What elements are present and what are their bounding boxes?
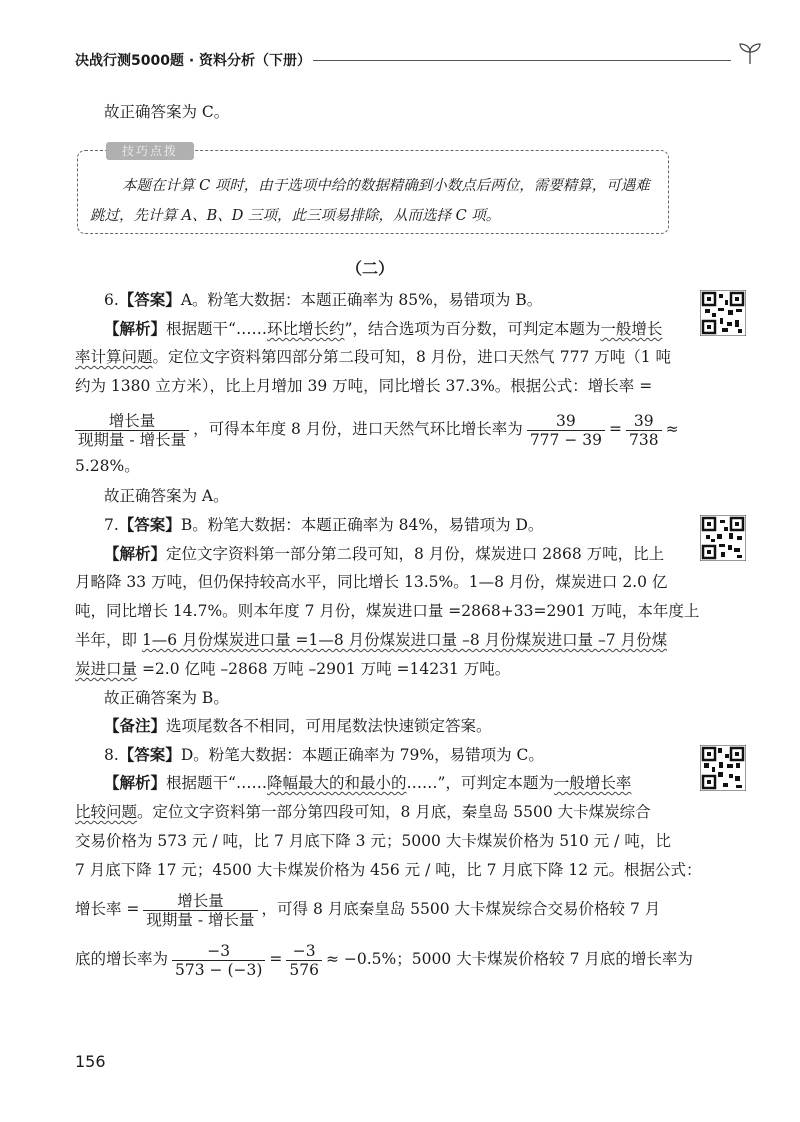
header-rule — [313, 60, 731, 61]
q6-analysis-line3: 约为 1380 立方米），比上月增加 39 万吨，同比增长 37.3%。根据公式：增长率 = — [75, 377, 653, 395]
q7-answer: 7.【答案】B。粉笔大数据：本题正确率为 84%，易错项为 D。 — [104, 515, 544, 534]
q8-analysis-line4: 7 月底下降 17 元；4500 大卡煤炭价格为 456 元 / 吨，比 7 月底下降 12 元。根据公式： — [75, 861, 702, 879]
tip-tag: 技巧点拨 — [106, 142, 194, 160]
q6-analysis-line1: 【解析】根据题干“……环比增长约”，结合选项为百分数，可判定本题为一般增长 — [104, 319, 663, 338]
q8-analysis-line1: 【解析】根据题干“……降幅最大的和最小的……”，可判定本题为一般增长率 — [104, 773, 632, 792]
page-number: 156 — [75, 1052, 106, 1071]
q8-fraction-2: $\frac{-3}{576}$ — [286, 942, 322, 979]
q7-analysis-line2: 月略降 33 万吨，但仍保持较高水平，同比增长 13.5%。1—8 月份，煤炭进口 2.0 亿 — [75, 573, 668, 591]
running-header — [75, 50, 765, 74]
qr-code-icon — [700, 745, 746, 791]
tip-box — [77, 144, 669, 234]
q7-analysis-line5: 炭进口量 =2.0 亿吨 –2868 万吨 –2901 万吨 =14231 万吨。 — [75, 660, 511, 678]
q8-analysis-line2: 比较问题。定位文字资料第一部分第四段可知，8 月底，秦皇岛 5500 大卡煤炭综合 — [75, 803, 651, 821]
book-title: 决战行测5000题 · 资料分析（下册） — [75, 53, 312, 69]
q6-conclusion: 故正确答案为 A。 — [104, 487, 229, 505]
q6-analysis-line2: 率计算问题。定位文字资料第四部分第二段可知，8 月份，进口天然气 777 万吨（1 吨 — [75, 348, 672, 366]
q8-growth-line: 底的增长率为 $\frac{-3}{573 - (-3)}$ = $\frac{-3}{576}$ ≈ −0.5%；5000 大卡煤炭价格较 7 月底的增长率为 — [75, 941, 693, 979]
q7-note: 【备注】选项尾数各不相同，可用尾数法快速锁定答案。 — [104, 716, 492, 735]
qr-code-icon — [700, 515, 746, 561]
qr-code-icon — [700, 290, 746, 336]
q8-answer: 8.【答案】D。粉笔大数据：本题正确率为 79%，易错项为 C。 — [104, 745, 544, 764]
q8-formula-line: 增长率 = $\frac{\text{增长量}}{\text{现期量 - 增长量}}$ ，可得 8 月底秦皇岛 5500 大卡煤炭综合交易价格较 7 月 — [75, 891, 661, 929]
q6-fraction-2: $\frac{39}{738}$ — [626, 412, 662, 449]
q8-formula-fraction: $\frac{\text{增长量}}{\text{现期量 - 增长量}}$ — [143, 892, 257, 929]
section-title: （二） — [345, 259, 394, 278]
q7-analysis-line1: 【解析】定位文字资料第一部分第二段可知，8 月份，煤炭进口 2868 万吨，比上 — [104, 544, 665, 563]
q8-analysis-line3: 交易价格为 573 元 / 吨，比 7 月底下降 3 元；5000 大卡煤炭价格为 510 元 / 吨，比 — [75, 832, 671, 850]
leaf-icon — [735, 42, 765, 66]
q6-formula-fraction: $\frac{\text{增长量}}{\text{现期量 - 增长量}}$ — [75, 412, 189, 449]
q8-fraction-1: $\frac{-3}{573 - (-3)}$ — [172, 942, 265, 979]
tip-text: 本题在计算 C 项时，由于选项中给的数据精确到小数点后两位，需要精算，可遇难跳过，先计算 A、B、D 三项，此三项易排除，从而选择 C 项。 — [90, 178, 650, 224]
q6-fraction-1: $\frac{39}{777 - 39}$ — [527, 412, 605, 449]
q6-result: 5.28%。 — [75, 457, 140, 475]
q7-analysis-line4: 半年，即 1—6 月份煤炭进口量 =1—8 月份煤炭进口量 –8 月份煤炭进口量 –7 月份煤 — [75, 631, 668, 649]
q6-formula-line: $\frac{\text{增长量}}{\text{现期量 - 增长量}}$ ，可得本年度 8 月份，进口天然气环比增长率为 $\frac{39}{777 - 39}$ = $\frac{39}{738}$ ≈ — [75, 408, 675, 450]
q6-answer: 6.【答案】A。粉笔大数据：本题正确率为 85%，易错项为 B。 — [104, 290, 543, 309]
q7-conclusion: 故正确答案为 B。 — [104, 689, 229, 707]
intro-conclusion: 故正确答案为 C。 — [104, 103, 230, 121]
q7-analysis-line3: 吨，同比增长 14.7%。则本年度 7 月份，煤炭进口量 =2868+33=2901 万吨，本年度上 — [75, 602, 700, 620]
